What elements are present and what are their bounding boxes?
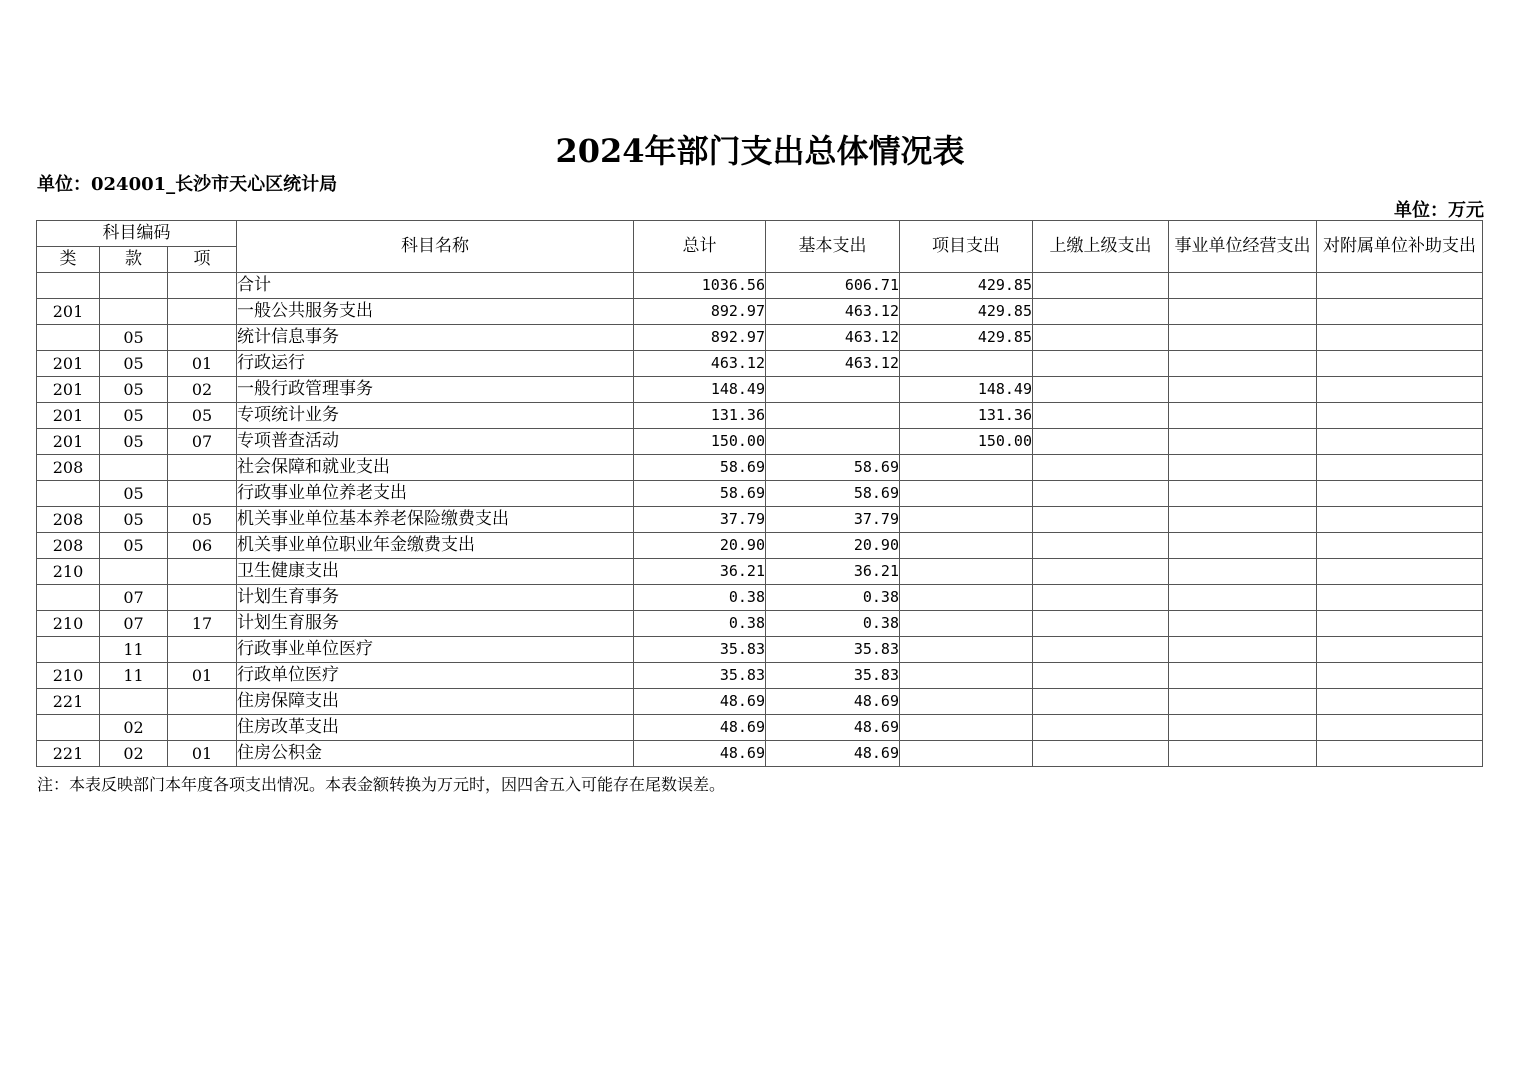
cell-total: 36.21 xyxy=(634,559,766,585)
table-row xyxy=(37,741,1483,767)
header-upper: 上缴上级支出 xyxy=(1033,221,1169,273)
header-business: 事业单位经营支出 xyxy=(1169,221,1317,273)
cell-name: 社会保障和就业支出 xyxy=(237,455,634,481)
cell-name: 计划生育服务 xyxy=(237,611,634,637)
cell-basic xyxy=(766,403,900,429)
cell-kuan xyxy=(100,455,168,481)
table-row xyxy=(37,507,1483,533)
cell-project xyxy=(900,507,1033,533)
table-row xyxy=(37,403,1483,429)
cell-kuan: 11 xyxy=(100,637,168,663)
cell-name: 行政事业单位养老支出 xyxy=(237,481,634,507)
cell-basic: 37.79 xyxy=(766,507,900,533)
cell-business xyxy=(1169,637,1317,663)
cell-subsidy xyxy=(1317,715,1483,741)
cell-total: 892.97 xyxy=(634,325,766,351)
table-row xyxy=(37,299,1483,325)
cell-xiang: 01 xyxy=(168,741,237,767)
cell-subsidy xyxy=(1317,273,1483,299)
cell-kuan: 05 xyxy=(100,377,168,403)
table-row xyxy=(37,325,1483,351)
cell-subsidy xyxy=(1317,611,1483,637)
cell-subsidy xyxy=(1317,689,1483,715)
table-row xyxy=(37,663,1483,689)
header-total: 总计 xyxy=(634,221,766,273)
cell-project xyxy=(900,663,1033,689)
cell-xiang xyxy=(168,299,237,325)
cell-upper xyxy=(1033,351,1169,377)
cell-kuan: 05 xyxy=(100,533,168,559)
cell-total: 150.00 xyxy=(634,429,766,455)
cell-subsidy xyxy=(1317,663,1483,689)
cell-kuan xyxy=(100,299,168,325)
cell-upper xyxy=(1033,455,1169,481)
cell-xiang xyxy=(168,689,237,715)
cell-basic xyxy=(766,429,900,455)
cell-project xyxy=(900,455,1033,481)
cell-project xyxy=(900,533,1033,559)
table-row xyxy=(37,377,1483,403)
cell-lei: 221 xyxy=(37,741,100,767)
cell-lei xyxy=(37,715,100,741)
cell-total: 35.83 xyxy=(634,663,766,689)
cell-business xyxy=(1169,611,1317,637)
cell-subsidy xyxy=(1317,585,1483,611)
cell-basic xyxy=(766,377,900,403)
cell-total: 48.69 xyxy=(634,689,766,715)
cell-lei xyxy=(37,273,100,299)
cell-kuan: 07 xyxy=(100,611,168,637)
header-subsidy: 对附属单位补助支出 xyxy=(1317,221,1483,273)
cell-business xyxy=(1169,299,1317,325)
cell-upper xyxy=(1033,637,1169,663)
cell-basic: 35.83 xyxy=(766,637,900,663)
cell-total: 58.69 xyxy=(634,481,766,507)
cell-project xyxy=(900,611,1033,637)
cell-total: 463.12 xyxy=(634,351,766,377)
cell-kuan: 05 xyxy=(100,429,168,455)
cell-name: 合计 xyxy=(237,273,634,299)
cell-subsidy xyxy=(1317,741,1483,767)
header-name: 科目名称 xyxy=(237,221,634,273)
cell-project xyxy=(900,481,1033,507)
header-lei: 类 xyxy=(37,247,100,273)
cell-upper xyxy=(1033,299,1169,325)
cell-name: 住房保障支出 xyxy=(237,689,634,715)
cell-name: 住房公积金 xyxy=(237,741,634,767)
cell-xiang: 01 xyxy=(168,663,237,689)
table-row xyxy=(37,273,1483,299)
cell-name: 行政单位医疗 xyxy=(237,663,634,689)
cell-subsidy xyxy=(1317,351,1483,377)
cell-total: 0.38 xyxy=(634,611,766,637)
cell-business xyxy=(1169,429,1317,455)
header-project: 项目支出 xyxy=(900,221,1033,273)
cell-name: 住房改革支出 xyxy=(237,715,634,741)
cell-upper xyxy=(1033,273,1169,299)
table-row xyxy=(37,455,1483,481)
cell-total: 48.69 xyxy=(634,741,766,767)
table-row xyxy=(37,637,1483,663)
table-row xyxy=(37,351,1483,377)
cell-project xyxy=(900,689,1033,715)
cell-business xyxy=(1169,481,1317,507)
cell-xiang xyxy=(168,559,237,585)
cell-upper xyxy=(1033,507,1169,533)
cell-subsidy xyxy=(1317,455,1483,481)
cell-basic: 606.71 xyxy=(766,273,900,299)
cell-project: 150.00 xyxy=(900,429,1033,455)
cell-xiang: 01 xyxy=(168,351,237,377)
header-basic: 基本支出 xyxy=(766,221,900,273)
cell-basic: 463.12 xyxy=(766,325,900,351)
cell-kuan xyxy=(100,273,168,299)
table-row xyxy=(37,715,1483,741)
cell-lei xyxy=(37,325,100,351)
cell-kuan: 02 xyxy=(100,741,168,767)
cell-lei xyxy=(37,481,100,507)
cell-lei: 221 xyxy=(37,689,100,715)
cell-name: 行政运行 xyxy=(237,351,634,377)
cell-kuan: 05 xyxy=(100,325,168,351)
cell-kuan: 05 xyxy=(100,403,168,429)
cell-lei: 208 xyxy=(37,507,100,533)
cell-basic: 48.69 xyxy=(766,715,900,741)
cell-name: 专项统计业务 xyxy=(237,403,634,429)
cell-total: 1036.56 xyxy=(634,273,766,299)
cell-basic: 48.69 xyxy=(766,689,900,715)
cell-xiang: 07 xyxy=(168,429,237,455)
cell-project xyxy=(900,351,1033,377)
footnote: 注：本表反映部门本年度各项支出情况。本表金额转换为万元时，因四舍五入可能存在尾数误差。 xyxy=(37,775,726,794)
cell-lei: 201 xyxy=(37,377,100,403)
cell-subsidy xyxy=(1317,325,1483,351)
cell-business xyxy=(1169,507,1317,533)
header-kuan: 款 xyxy=(100,247,168,273)
table-row xyxy=(37,689,1483,715)
cell-business xyxy=(1169,663,1317,689)
table-header xyxy=(37,221,1483,273)
cell-project: 429.85 xyxy=(900,325,1033,351)
table-row xyxy=(37,585,1483,611)
cell-subsidy xyxy=(1317,637,1483,663)
cell-business xyxy=(1169,455,1317,481)
cell-lei: 201 xyxy=(37,351,100,377)
cell-lei: 201 xyxy=(37,429,100,455)
cell-xiang: 05 xyxy=(168,403,237,429)
cell-total: 58.69 xyxy=(634,455,766,481)
cell-basic: 36.21 xyxy=(766,559,900,585)
table-row xyxy=(37,611,1483,637)
cell-name: 统计信息事务 xyxy=(237,325,634,351)
cell-lei: 210 xyxy=(37,611,100,637)
cell-project xyxy=(900,741,1033,767)
cell-upper xyxy=(1033,585,1169,611)
cell-total: 20.90 xyxy=(634,533,766,559)
cell-upper xyxy=(1033,325,1169,351)
cell-lei: 208 xyxy=(37,455,100,481)
cell-project: 429.85 xyxy=(900,299,1033,325)
cell-kuan: 02 xyxy=(100,715,168,741)
cell-business xyxy=(1169,325,1317,351)
cell-xiang: 06 xyxy=(168,533,237,559)
expenditure-table xyxy=(36,220,1483,767)
cell-name: 卫生健康支出 xyxy=(237,559,634,585)
cell-kuan xyxy=(100,559,168,585)
cell-basic: 35.83 xyxy=(766,663,900,689)
cell-total: 48.69 xyxy=(634,715,766,741)
cell-subsidy xyxy=(1317,559,1483,585)
cell-business xyxy=(1169,741,1317,767)
table-row xyxy=(37,429,1483,455)
header-code-group: 科目编码 xyxy=(37,221,237,247)
cell-name: 计划生育事务 xyxy=(237,585,634,611)
cell-business xyxy=(1169,273,1317,299)
cell-total: 37.79 xyxy=(634,507,766,533)
cell-xiang xyxy=(168,273,237,299)
cell-subsidy xyxy=(1317,533,1483,559)
page-title: 2024年部门支出总体情况表 xyxy=(555,132,965,170)
cell-upper xyxy=(1033,377,1169,403)
cell-xiang: 17 xyxy=(168,611,237,637)
cell-lei xyxy=(37,585,100,611)
cell-kuan: 05 xyxy=(100,351,168,377)
cell-name: 一般公共服务支出 xyxy=(237,299,634,325)
cell-lei: 210 xyxy=(37,663,100,689)
cell-kuan: 05 xyxy=(100,481,168,507)
cell-upper xyxy=(1033,689,1169,715)
cell-upper xyxy=(1033,429,1169,455)
cell-project xyxy=(900,585,1033,611)
unit-currency: 单位：万元 xyxy=(1394,200,1484,221)
table-row xyxy=(37,559,1483,585)
cell-business xyxy=(1169,351,1317,377)
cell-upper xyxy=(1033,715,1169,741)
cell-business xyxy=(1169,689,1317,715)
cell-upper xyxy=(1033,741,1169,767)
cell-kuan xyxy=(100,689,168,715)
cell-business xyxy=(1169,585,1317,611)
cell-business xyxy=(1169,715,1317,741)
cell-lei: 210 xyxy=(37,559,100,585)
cell-lei xyxy=(37,637,100,663)
cell-total: 131.36 xyxy=(634,403,766,429)
cell-xiang xyxy=(168,637,237,663)
cell-xiang: 02 xyxy=(168,377,237,403)
cell-basic: 0.38 xyxy=(766,611,900,637)
cell-xiang xyxy=(168,481,237,507)
cell-subsidy xyxy=(1317,403,1483,429)
table-body xyxy=(37,273,1483,767)
cell-xiang xyxy=(168,715,237,741)
cell-basic: 48.69 xyxy=(766,741,900,767)
cell-kuan: 05 xyxy=(100,507,168,533)
cell-basic: 0.38 xyxy=(766,585,900,611)
cell-total: 35.83 xyxy=(634,637,766,663)
cell-upper xyxy=(1033,481,1169,507)
cell-total: 0.38 xyxy=(634,585,766,611)
table-row xyxy=(37,481,1483,507)
cell-total: 148.49 xyxy=(634,377,766,403)
header-xiang: 项 xyxy=(168,247,237,273)
cell-lei: 208 xyxy=(37,533,100,559)
cell-project: 131.36 xyxy=(900,403,1033,429)
cell-basic: 58.69 xyxy=(766,481,900,507)
cell-upper xyxy=(1033,403,1169,429)
cell-subsidy xyxy=(1317,429,1483,455)
unit-organization: 单位：024001_长沙市天心区统计局 xyxy=(37,174,338,195)
cell-basic: 463.12 xyxy=(766,351,900,377)
cell-xiang: 05 xyxy=(168,507,237,533)
cell-business xyxy=(1169,377,1317,403)
cell-upper xyxy=(1033,663,1169,689)
cell-subsidy xyxy=(1317,299,1483,325)
cell-basic: 58.69 xyxy=(766,455,900,481)
cell-name: 机关事业单位职业年金缴费支出 xyxy=(237,533,634,559)
cell-subsidy xyxy=(1317,481,1483,507)
cell-project: 148.49 xyxy=(900,377,1033,403)
cell-subsidy xyxy=(1317,507,1483,533)
cell-xiang xyxy=(168,325,237,351)
cell-xiang xyxy=(168,585,237,611)
cell-project: 429.85 xyxy=(900,273,1033,299)
cell-name: 行政事业单位医疗 xyxy=(237,637,634,663)
cell-upper xyxy=(1033,533,1169,559)
cell-basic: 463.12 xyxy=(766,299,900,325)
cell-subsidy xyxy=(1317,377,1483,403)
cell-kuan: 07 xyxy=(100,585,168,611)
cell-business xyxy=(1169,533,1317,559)
cell-name: 专项普查活动 xyxy=(237,429,634,455)
cell-name: 一般行政管理事务 xyxy=(237,377,634,403)
cell-upper xyxy=(1033,559,1169,585)
cell-xiang xyxy=(168,455,237,481)
cell-business xyxy=(1169,559,1317,585)
cell-upper xyxy=(1033,611,1169,637)
cell-project xyxy=(900,637,1033,663)
cell-kuan: 11 xyxy=(100,663,168,689)
table-row xyxy=(37,533,1483,559)
cell-lei: 201 xyxy=(37,403,100,429)
cell-name: 机关事业单位基本养老保险缴费支出 xyxy=(237,507,634,533)
cell-business xyxy=(1169,403,1317,429)
cell-project xyxy=(900,715,1033,741)
cell-lei: 201 xyxy=(37,299,100,325)
cell-basic: 20.90 xyxy=(766,533,900,559)
cell-project xyxy=(900,559,1033,585)
cell-total: 892.97 xyxy=(634,299,766,325)
